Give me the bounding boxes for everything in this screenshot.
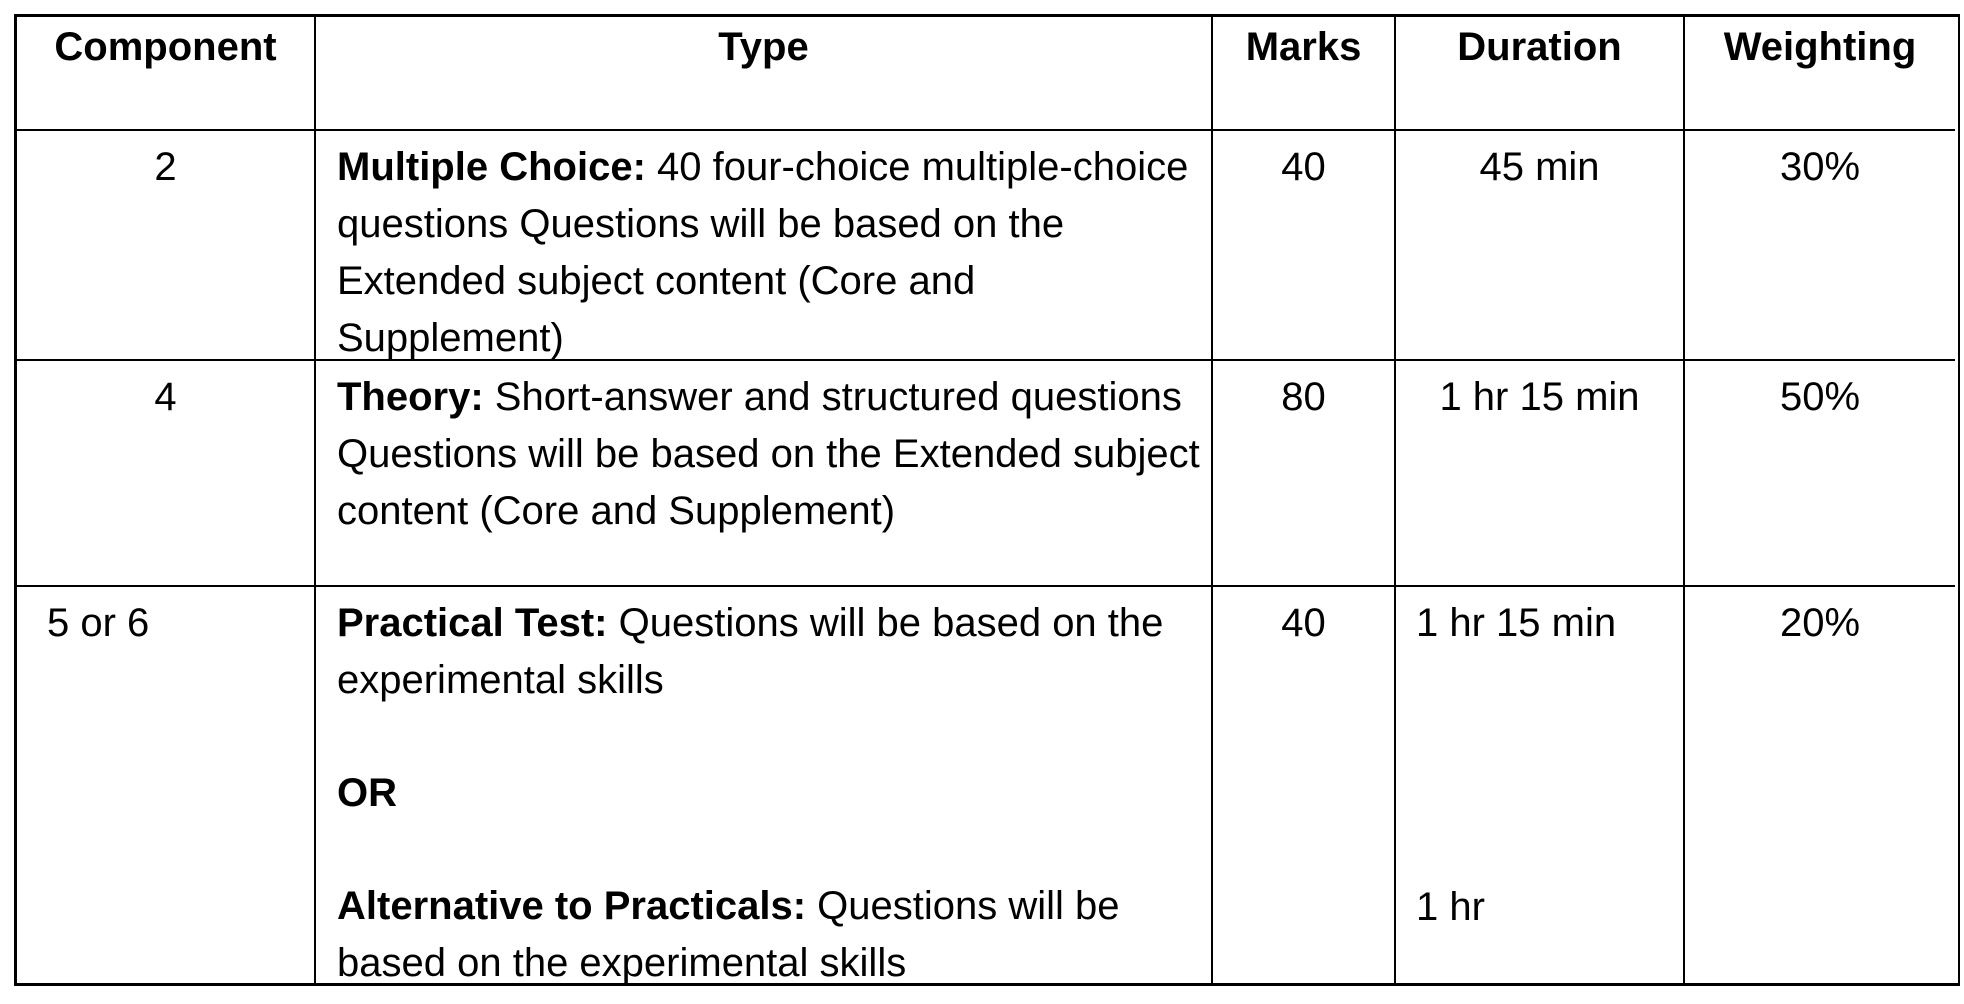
row-3-component: 5 or 6 bbox=[17, 587, 316, 983]
row-2-type-title: Theory: bbox=[337, 375, 484, 419]
header-duration: Duration bbox=[1396, 17, 1685, 131]
alternative-block bbox=[337, 878, 1201, 992]
row-1-type bbox=[316, 131, 1213, 361]
row-2-weighting: 50% bbox=[1685, 361, 1955, 587]
row-3-alt-title: Alternative to Practicals: bbox=[337, 884, 807, 928]
row-1-type-text: 40 four-choice multiple-choice questions Questions will be based on the Extended subject content (Core and Supplement) bbox=[337, 145, 1189, 360]
row-2-type-text: Short-answer and structured questions Questions will be based on the Extended subject content (Core and Supplement) bbox=[337, 375, 1200, 533]
or-label: OR bbox=[337, 771, 397, 815]
spacer bbox=[1416, 652, 1683, 879]
spacer bbox=[337, 709, 1201, 765]
row-3-weighting: 20% bbox=[1779, 601, 1861, 645]
row-2-marks: 80 bbox=[1213, 361, 1396, 587]
practical-test-block bbox=[337, 595, 1201, 709]
header-component: Component bbox=[17, 17, 316, 131]
row-3-alt-text: Questions will be based on the experimental skills bbox=[337, 884, 1120, 985]
row-2-duration: 1 hr 15 min bbox=[1396, 361, 1685, 587]
row-1-duration: 45 min bbox=[1396, 131, 1685, 361]
row-3-type-text: Questions will be based on the experimental skills bbox=[337, 601, 1164, 702]
row-2-type bbox=[316, 361, 1213, 587]
row-1-component: 2 bbox=[17, 131, 316, 361]
row-1-marks: 40 bbox=[1213, 131, 1396, 361]
row-3-type-title: Practical Test: bbox=[337, 601, 608, 645]
row-3-type bbox=[316, 587, 1213, 983]
row-3-alt-duration: 1 hr bbox=[1416, 885, 1485, 929]
header-type: Type bbox=[316, 17, 1213, 131]
header-marks: Marks bbox=[1213, 17, 1396, 131]
row-1-weighting: 30% bbox=[1685, 131, 1955, 361]
spacer bbox=[337, 822, 1201, 878]
row-3-marks: 40 bbox=[1213, 587, 1396, 983]
row-2-component: 4 bbox=[17, 361, 316, 587]
header-weighting: Weighting bbox=[1685, 17, 1955, 131]
row-1-type-title: Multiple Choice: bbox=[337, 145, 646, 189]
row-3-duration-cell bbox=[1396, 587, 1685, 983]
assessment-table bbox=[14, 14, 1960, 986]
row-3-duration: 1 hr 15 min bbox=[1416, 601, 1617, 645]
